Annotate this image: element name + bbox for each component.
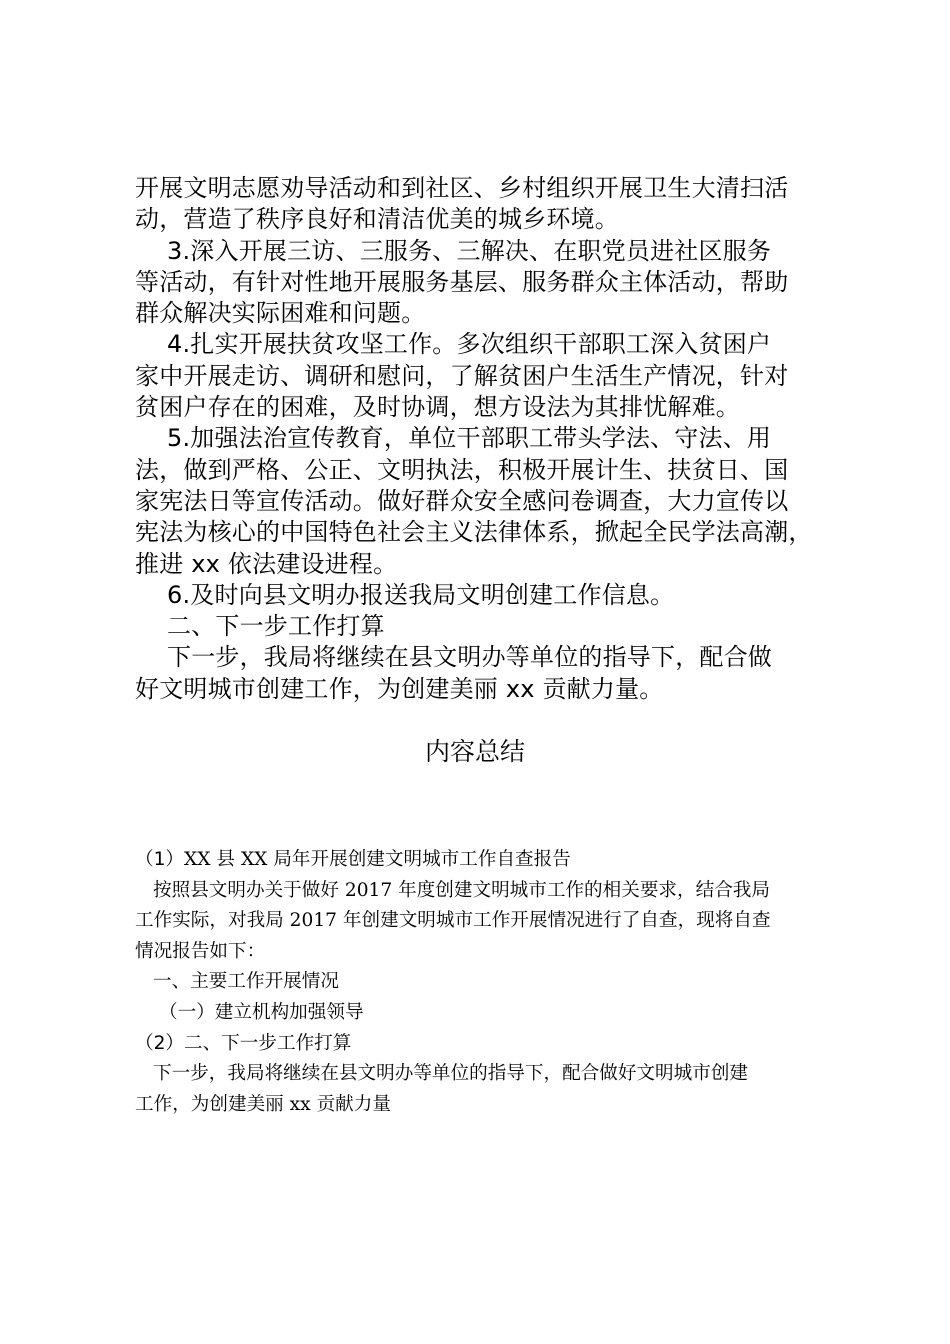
summary-text: 2017: [344, 879, 393, 901]
summary-text: 年创建文明城市工作开展情况进行了自查，现将自查: [337, 910, 771, 932]
summary-line: [135, 1090, 845, 1121]
summary-block: [135, 845, 845, 1120]
body-line: 4.扎实开展扶贫攻坚工作。多次组织干部职工深入贫困户: [167, 330, 772, 359]
summary-text: 贡献力量: [310, 1093, 391, 1115]
body-line: 好文明城市创建工作，为创建美丽 xx 贡献力量。: [135, 674, 664, 703]
body-line: 等活动，有针对性地开展服务基层、服务群众主体活动，帮助: [135, 267, 789, 296]
body-line: 法，做到严格、公正、文明执法，积极开展计生、扶贫日、国: [135, 455, 789, 484]
summary-line: [135, 906, 845, 937]
body-text: [135, 173, 835, 705]
summary-line: 下一步，我局将继续在县文明办等单位的指导下，配合做好文明城市创建: [153, 1063, 749, 1085]
summary-text: 局年开展创建文明城市工作自查报告: [267, 849, 571, 870]
summary-text: 县: [210, 849, 241, 870]
summary-text: XX: [240, 849, 268, 870]
body-line: 推进 xx 依法建设进程。: [135, 549, 398, 578]
body-line: 贫困户存在的困难，及时协调，想方设法为其排忧解难。: [135, 393, 740, 422]
summary-text: XX: [184, 849, 211, 870]
body-line: 6.及时向县文明办报送我局文明创建工作信息。: [167, 580, 675, 609]
body-line: 家中开展走访、调研和慰问，了解贫困户生活生产情况，针对: [135, 361, 789, 390]
summary-text: （1）: [135, 849, 185, 870]
body-line: 3.深入开展三访、三服务、三解决、在职党员进社区服务: [167, 236, 772, 265]
summary-text: 工作实际，对我局: [135, 910, 290, 932]
body-line: 动，营造了秩序良好和清洁优美的城乡环境。: [135, 205, 619, 234]
summary-item-heading: （2）二、下一步工作打算: [135, 1032, 352, 1054]
summary-text: 按照县文明办关于做好: [153, 879, 345, 901]
summary-text: 年度创建文明城市工作的相关要求，结合我局: [392, 879, 770, 901]
summary-text: 2017: [289, 910, 337, 932]
summary-title: 内容总结: [424, 737, 525, 766]
body-line: 群众解决实际困难和问题。: [135, 299, 426, 328]
summary-line: 情况报告如下：: [135, 940, 266, 962]
body-line: 宪法为核心的中国特色社会主义法律体系，掀起全民学法高潮，: [135, 518, 813, 547]
summary-item-heading: [135, 845, 845, 876]
summary-text: 工作，为创建美丽: [135, 1093, 290, 1115]
section-heading: 二、下一步工作打算: [167, 612, 385, 641]
body-line: 5.加强法治宣传教育，单位干部职工带头学法、守法、用: [167, 424, 772, 453]
summary-line: 一、主要工作开展情况: [153, 971, 339, 993]
summary-line: （一）建立机构加强领导: [159, 1001, 364, 1023]
summary-text: xx: [289, 1093, 311, 1115]
summary-line: [135, 876, 845, 907]
body-line: 下一步，我局将继续在县文明办等单位的指导下，配合做: [167, 643, 772, 672]
body-line: 开展文明志愿劝导活动和到社区、乡村组织开展卫生大清扫活: [135, 174, 789, 202]
body-line: 家宪法日等宣传活动。做好群众安全感问卷调查，大力宣传以: [135, 486, 789, 515]
